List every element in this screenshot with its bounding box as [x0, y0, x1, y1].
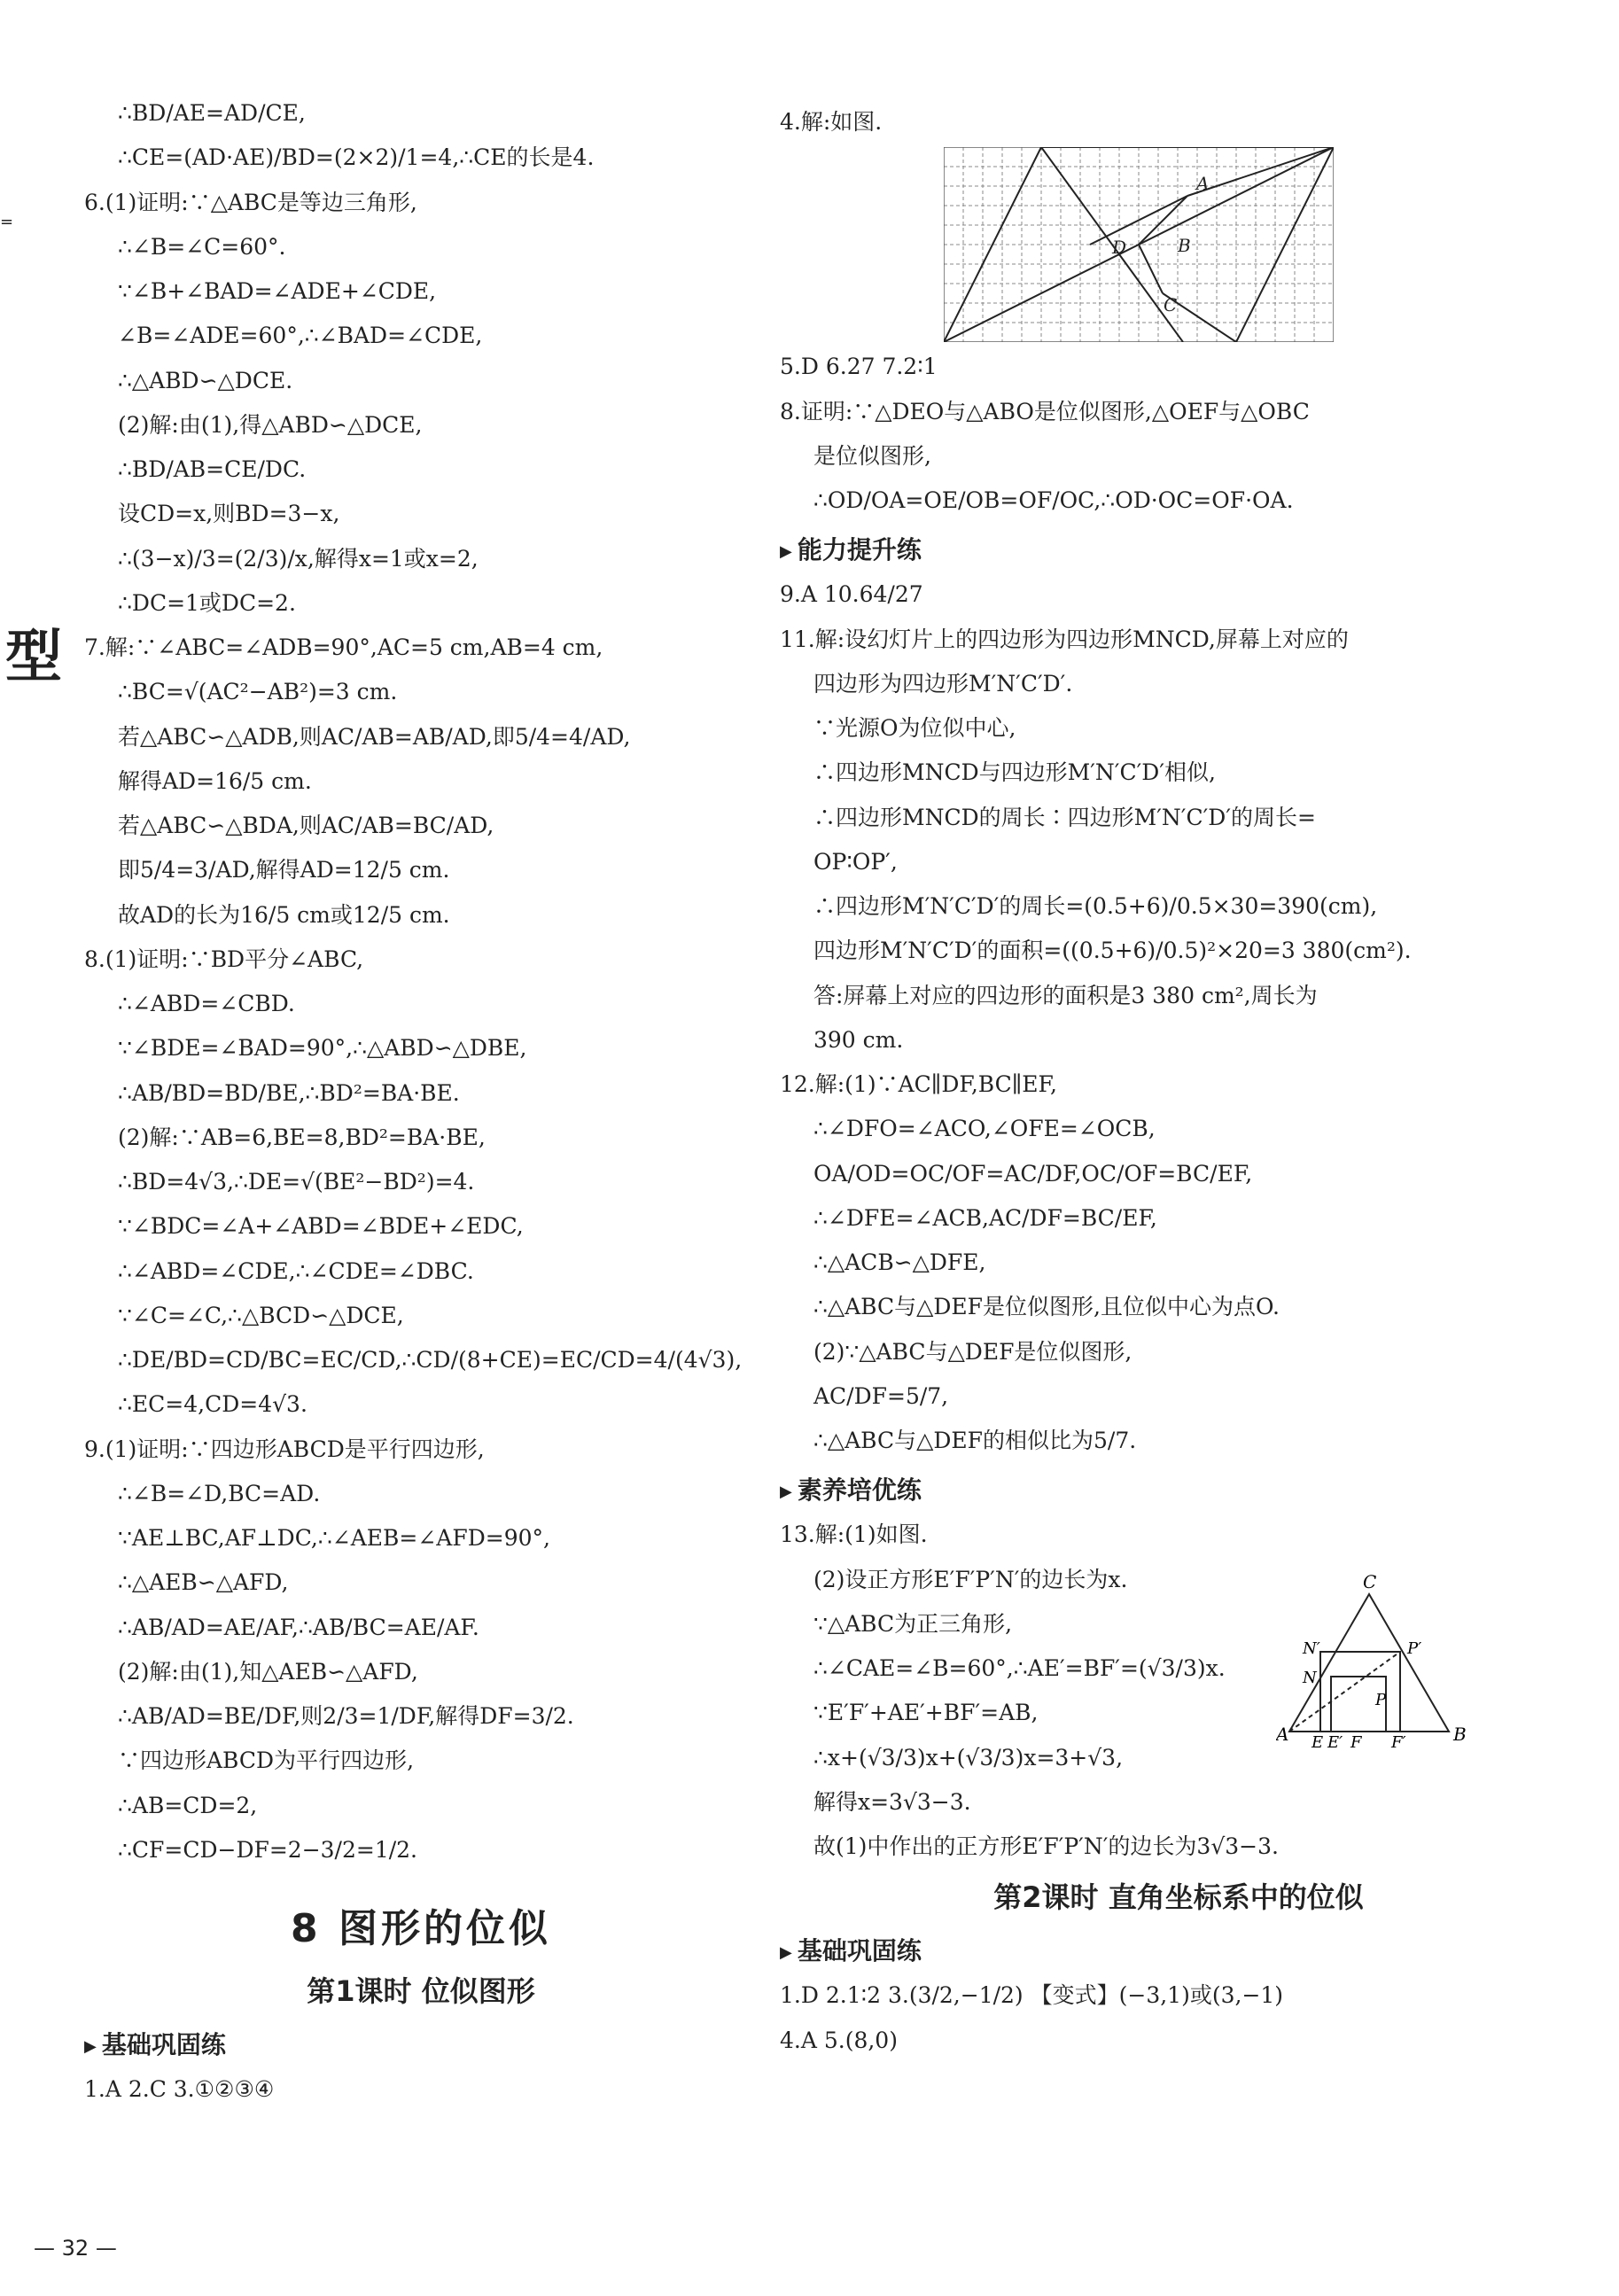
ray-a	[1187, 147, 1334, 196]
solution-line: ∴EC=4,CD=4√3.	[118, 1391, 307, 1418]
solution-line: 故AD的长为16/5 cm或12/5 cm.	[118, 901, 450, 928]
tri-label-n1: N′	[1303, 1639, 1320, 1659]
left-solution-lines	[84, 97, 758, 1866]
solution-line: ∴∠ABD=∠CBD.	[118, 991, 295, 1016]
chapter-title: 8 图形的位似	[291, 1906, 551, 1951]
solution-line: ∴△ABC与△DEF是位似图形,且位似中心为点O.	[813, 1294, 1280, 1320]
solution-line: ∴∠DFE=∠ACB,AC/DF=BC/EF,	[813, 1204, 1157, 1231]
solution-line: 8.证明:∵△DEO与△ABO是位似图形,△OEF与△OBC	[780, 398, 1310, 424]
solution-line: (2)解:由(1),知△AEB∽△AFD,	[118, 1658, 418, 1685]
solution-line: (2)解:∵AB=6,BE=8,BD²=BA·BE,	[118, 1124, 486, 1150]
solution-line: 四边形为四边形M′N′C′D′.	[813, 670, 1073, 697]
solution-line: ∵E′F′+AE′+BF′=AB,	[813, 1700, 1039, 1726]
solution-line: ∵∠B+∠BAD=∠ADE+∠CDE,	[118, 278, 437, 304]
solution-line: 390 cm.	[813, 1026, 904, 1053]
solution-line: 设CD=x,则BD=3−x,	[118, 501, 340, 527]
solution-line: ∵△ABC为正三角形,	[813, 1610, 1013, 1637]
square-large	[1320, 1652, 1400, 1732]
right-lines-c	[780, 579, 1577, 1457]
page-number: — 32 —	[34, 2236, 117, 2261]
solution-line: ∴BD/AB=CE/DC.	[118, 456, 307, 482]
solution-line: 13.解:(1)如图.	[780, 1522, 928, 1548]
label-a: A	[1196, 173, 1210, 195]
tri-label-p1: P′	[1407, 1639, 1422, 1659]
solution-line: ∴DE/BD=CD/BC=EC/CD,∴CD/(8+CE)=EC/CD=4/(4√3),	[118, 1347, 743, 1373]
solution-line: 7.解:∵∠ABC=∠ADB=90°,AC=5 cm,AB=4 cm,	[84, 634, 603, 660]
solution-line: 是位似图形,	[813, 442, 931, 469]
edge-character: 型	[5, 625, 62, 690]
solution-line: ∴BD=4√3,∴DE=√(BE²−BD²)=4.	[118, 1169, 475, 1195]
solution-line: ∴∠CAE=∠B=60°,∴AE′=BF′=(√3/3)x.	[813, 1655, 1226, 1681]
solution-line: ∴∠ABD=∠CDE,∴∠CDE=∠DBC.	[118, 1257, 474, 1284]
tri-label-e: E	[1312, 1733, 1324, 1750]
right-lines-b	[780, 351, 1577, 517]
label-c: C	[1164, 294, 1178, 316]
solution-line: 12.解:(1)∵AC∥DF,BC∥EF,	[780, 1071, 1057, 1097]
tri-label-a: A	[1276, 1724, 1289, 1746]
solution-line: ∴AB/AD=BE/DF,则2/3=1/DF,解得DF=3/2.	[118, 1703, 574, 1729]
solution-line: 答:屏幕上对应的四边形的面积是3 380 cm²,周长为	[813, 982, 1318, 1008]
section-basic-heading: ▶ 基础巩固练	[84, 2026, 758, 2061]
solution-line: ∴∠DFO=∠ACO,∠OFE=∠OCB,	[813, 1116, 1156, 1142]
solution-line: 8.(1)证明:∵BD平分∠ABC,	[84, 946, 364, 972]
solution-line: 即5/4=3/AD,解得AD=12/5 cm.	[118, 857, 450, 883]
solution-line: ∴CE=(AD·AE)/BD=(2×2)/1=4,∴CE的长是4.	[118, 144, 595, 171]
solution-line: ∴x+(√3/3)x+(√3/3)x=3+√3,	[813, 1744, 1124, 1771]
solution-line: OP∶OP′,	[813, 848, 898, 875]
section-ability-heading: ▶ 能力提升练	[780, 531, 1577, 566]
solution-line: ∴BD/AE=AD/CE,	[118, 100, 306, 126]
solution-line: ∴四边形M′N′C′D′的周长=(0.5+6)/0.5×30=390(cm),	[813, 893, 1378, 919]
solution-line: ∴DC=1或DC=2.	[118, 589, 296, 616]
solution-line: ∴△ABD∽△DCE.	[118, 367, 293, 393]
tri-label-f1: F′	[1391, 1733, 1406, 1750]
solution-line: ∴OD/OA=OE/OB=OF/OC,∴OD·OC=OF·OA.	[813, 487, 1294, 513]
left-column	[84, 97, 758, 2118]
solution-line: 4.A 5.(8,0)	[780, 2027, 898, 2053]
solution-line: 9.(1)证明:∵四边形ABCD是平行四边形,	[84, 1436, 485, 1462]
right-lines-e	[780, 1980, 1577, 2057]
solution-line: ∴AB=CD=2,	[118, 1792, 258, 1818]
equilateral-triangle	[1289, 1594, 1449, 1732]
section-basic2-heading: ▶ 基础巩固练	[780, 1932, 1577, 1967]
tri-label-b: B	[1453, 1724, 1467, 1746]
section-cultivate-heading: ▶ 素养培优练	[780, 1471, 1577, 1506]
tri-label-c: C	[1363, 1572, 1377, 1593]
lesson2-title: 第2课时 直角坐标系中的位似	[993, 1880, 1364, 1915]
tri-label-p: P	[1375, 1691, 1387, 1710]
solution-line: ∴△AEB∽△AFD,	[118, 1569, 289, 1596]
solution-line: ∴∠B=∠D,BC=AD.	[118, 1480, 321, 1506]
solution-line: ∠B=∠ADE=60°,∴∠BAD=∠CDE,	[118, 323, 483, 349]
solution-line: ∵∠C=∠C,∴△BCD∽△DCE,	[118, 1302, 404, 1328]
solution-line: 4.解:如图.	[780, 109, 883, 135]
tri-label-n: N	[1303, 1669, 1317, 1688]
solution-line: (2)∵△ABC与△DEF是位似图形,	[813, 1338, 1133, 1365]
solution-line: ∴CF=CD−DF=2−3/2=1/2.	[118, 1836, 418, 1863]
solution-line: ∵∠BDE=∠BAD=90°,∴△ABD∽△DBE,	[118, 1035, 527, 1062]
tri-label-f: F	[1350, 1733, 1362, 1750]
solution-line: AC/DF=5/7,	[813, 1382, 949, 1409]
solution-line: ∴(3−x)/3=(2/3)/x,解得x=1或x=2,	[118, 545, 479, 572]
solution-line: OA/OD=OC/OF=AC/DF,OC/OF=BC/EF,	[813, 1160, 1253, 1187]
solution-line: 9.A 10.64/27	[780, 581, 923, 608]
solution-line: (2)设正方形E′F′P′N′的边长为x.	[813, 1566, 1128, 1592]
solution-line: 11.解:设幻灯片上的四边形为四边形MNCD,屏幕上对应的	[780, 626, 1349, 652]
solution-line: ∴△ACB∽△DFE,	[813, 1249, 986, 1275]
solution-line: ∴四边形MNCD与四边形M′N′C′D′相似,	[813, 759, 1216, 786]
label-d: D	[1112, 237, 1127, 259]
solution-line: 解得x=3√3−3.	[813, 1788, 971, 1815]
margin-mark: =	[0, 213, 14, 231]
solution-line: ∴四边形MNCD的周长∶四边形M′N′C′D′的周长=	[813, 804, 1316, 830]
right-column	[780, 106, 1577, 2069]
triangle-figure	[1276, 1572, 1471, 1749]
solution-line: ∴∠B=∠C=60°.	[118, 233, 286, 260]
solution-line: 6.(1)证明:∵△ABC是等边三角形,	[84, 189, 417, 215]
label-b: B	[1178, 235, 1191, 257]
solution-line: ∵∠BDC=∠A+∠ABD=∠BDE+∠EDC,	[118, 1213, 524, 1240]
solution-line: ∴AB/AD=AE/AF,∴AB/BC=AE/AF.	[118, 1614, 479, 1640]
solution-line: (2)解:由(1),得△ABD∽△DCE,	[118, 411, 423, 438]
solution-line: 解得AD=16/5 cm.	[118, 767, 312, 794]
lesson1-answers: 1.A 2.C 3.①②③④	[84, 2076, 275, 2102]
solution-line: 故(1)中作出的正方形E′F′P′N′的边长为3√3−3.	[813, 1833, 1279, 1859]
solution-line: ∴△ABC与△DEF的相似比为5/7.	[813, 1428, 1137, 1453]
solution-line: 若△ABC∽△BDA,则AC/AB=BC/AD,	[118, 813, 494, 838]
solution-line: 四边形M′N′C′D′的面积=((0.5+6)/0.5)²×20=3 380(cm²).	[813, 938, 1412, 964]
solution-line: ∵四边形ABCD为平行四边形,	[118, 1747, 415, 1774]
lesson1-title: 第1课时 位似图形	[307, 1974, 535, 2008]
solution-line: ∵光源O为位似中心,	[813, 715, 1016, 741]
solution-line: ∴AB/BD=BD/BE,∴BD²=BA·BE.	[118, 1079, 460, 1106]
grid-figure	[944, 147, 1334, 342]
right-lines-a	[780, 106, 1577, 138]
page-number-text: 32	[61, 2236, 90, 2261]
solution-line: ∵AE⊥BC,AF⊥DC,∴∠AEB=∠AFD=90°,	[118, 1525, 550, 1551]
solution-line: 1.D 2.1∶2 3.(3/2,−1/2) 【变式】(−3,1)或(3,−1)	[780, 1982, 1284, 2009]
tri-label-e1: E′	[1327, 1733, 1343, 1750]
solution-line: 5.D 6.27 7.2∶1	[780, 354, 938, 380]
solution-line: 若△ABC∽△ADB,则AC/AB=AB/AD,即5/4=4/AD,	[118, 723, 631, 750]
solution-line: ∴BC=√(AC²−AB²)=3 cm.	[118, 679, 398, 705]
